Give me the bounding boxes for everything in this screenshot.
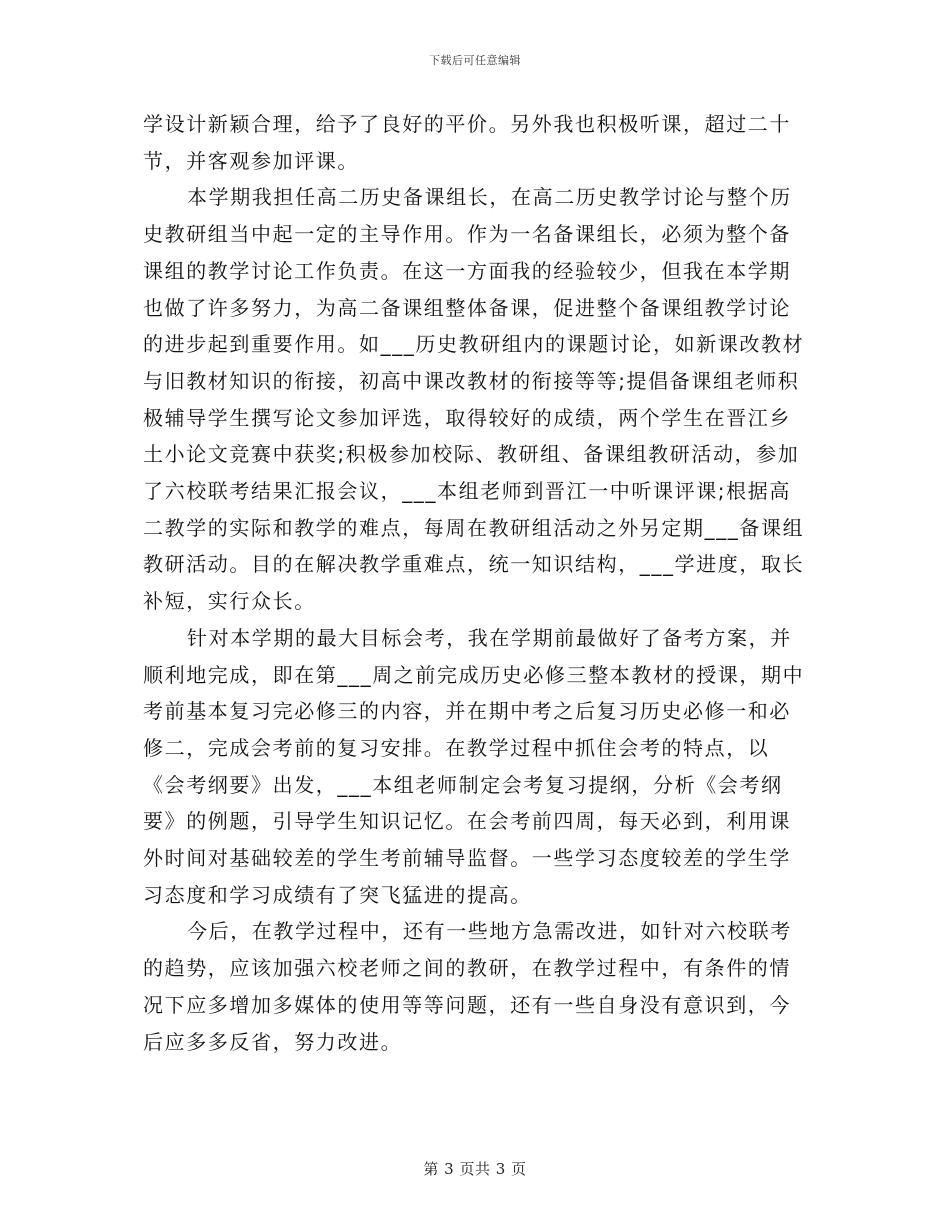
document-body bbox=[143, 106, 808, 1060]
page-header: 下载后可任意编辑 bbox=[429, 54, 521, 67]
paragraph-4: 今后，在教学过程中，还有一些地方急需改进，如针对六校联考的趋势，应该加强六校老师之间的教研，在教学过程中，有条件的情况下应多增加多媒体的使用等等问题，还有一些自身没有意识到，今后应多多反省，努力改进。 bbox=[143, 919, 792, 1054]
paragraph-2: 本学期我担任高二历史备课组长，在高二历史教学讨论与整个历史教研组当中起一定的主导作用。作为一名备课组长，必须为整个备课组的教学讨论工作负责。在这一方面我的经验较少，但我在本学期也做了许多努力，为高二备课组整体备课，促进整个备课组教学讨论的进步起到重要作用。如___历史教研组内的课题讨论，如新课改教材与旧教材知识的衔接，初高中课改教材的衔接等等;提倡备课组老师积极辅导学生撰写论文参加评选，取得较好的成绩，两个学生在晋江乡土小论文竞赛中获奖;积极参加校际、教研组、备课组教研活动，参加了六校联考结果汇报会议，___本组老师到晋江一中听课评课;根据高二教学的实际和教学的难点，每周在教研组活动之外另定期___备课组教研活动。目的在解决教学重难点，统一知识结构，___学进度，取长补短，实行众长。 bbox=[143, 185, 805, 614]
paragraph-3: 针对本学期的最大目标会考，我在学期前最做好了备考方案，并顺利地完成，即在第___周之前完成历史必修三整本教材的授课，期中考前基本复习完必修三的内容，并在期中考之后复习历史必修一和必修二，完成会考前的复习安排。在教学过程中抓住会考的特点，以《会考纲要》出发，___本组老师制定会考复习提纲，分析《会考纲要》的例题，引导学生知识记忆。在会考前四周，每天必到，利用课外时间对基础较差的学生考前辅导监督。一些学习态度较差的学生学习态度和学习成绩有了突飞猛进的提高。 bbox=[143, 625, 805, 907]
paragraph-1: 学设计新颖合理，给予了良好的平价。另外我也积极听课，超过二十节，并客观参加评课。 bbox=[143, 112, 791, 173]
page-footer: 第 3 页共 3 页 bbox=[423, 1160, 527, 1178]
